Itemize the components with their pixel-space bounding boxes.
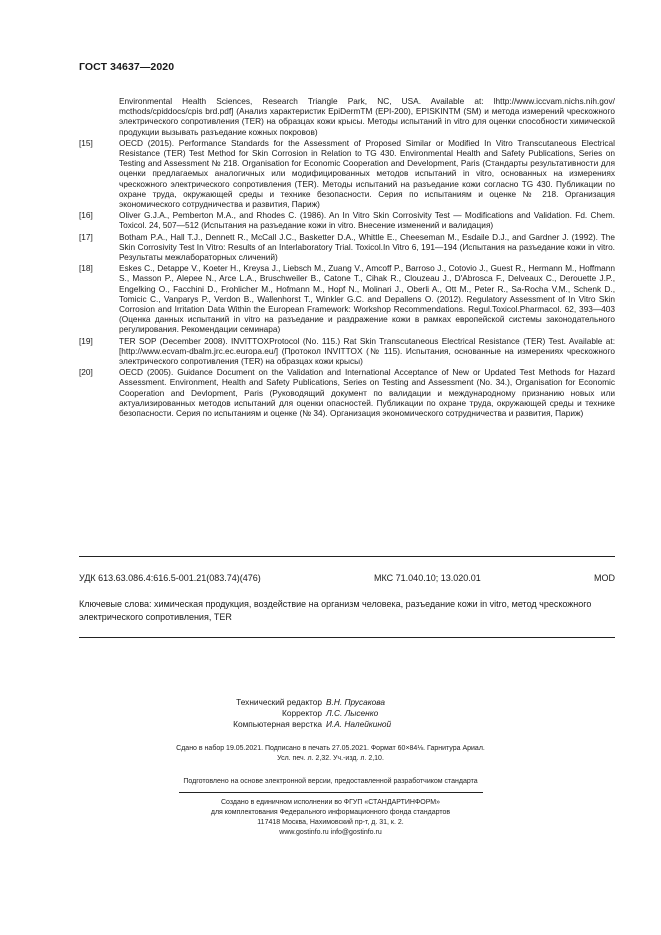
editor-name: И.А. Налейкиной — [326, 719, 392, 729]
reference-text: OECD (2015). Performance Standards for the Assessment of Proposed Similar or Modified In Vitro Transcutaneous Electrical Resistance (TER) Test Method for Skin Corrosion in Relation to TG 430. Environmental Health and Safety Publications, Series on Testing and Assessment № 218. Organisation for Economic Cooperation and Development, Paris (Стандарты результативности для оценки предлагаемых аналогичных или модифицированных методов испытаний in vitro, основанных на измерениях чрескожного электрического сопротивления (TER). Методы испытаний на разъедание кожи согласно TG 430. Публикации по охране труда, окружающей среды и технике безопасности. Серия по испытаниям и оценке № 218. Организация экономического сотрудничества и развития, Париж) — [119, 137, 615, 210]
publisher-line: 117418 Москва, Нахимовский пр-т, д. 31, к. 2. — [257, 819, 404, 826]
editors-block — [0, 697, 661, 730]
reference-text: Botham P.A., Hall T.J., Dennett R., McCall J.C., Basketter D.A., Whittle E., Cheeseman M., Esdaile D.J., and Gardner J. (1992). The Skin Corrosivity Test In Vitro: Results of an Interlaboratory Trial. Toxicol.In Vitro 6, 191—194 (Испытания на разъедание кожи in vitro. Результаты межлабораторных сличений) — [119, 231, 615, 263]
keywords: Ключевые слова: химическая продукция, воздействие на организм человека, разъедание кожи in vitro, метод чрескожного электрического сопротивления, TER — [79, 599, 592, 622]
publisher-line: Создано в единичном исполнении во ФГУП «СТАНДАРТИНФОРМ» — [220, 799, 441, 806]
editor-line — [0, 708, 661, 719]
reference-continuation: Environmental Health Sciences, Research Triangle Park, NC, USA. Available at: lhttp://www.iccvam.nichs.nih.gov/ mcthods/cpiddocs/cpis brd.pdf] (Анализ характеристик EpiDermTM (EPI-200), EPISKINTM (SM) и метода измерений чрескожного электрического сопротивления (TER) на образцах кожи крысы. Методы испытаний in vitro для оценки способности химической продукции вызывать разъедание кожных покровов) — [119, 96, 615, 137]
reference-item — [79, 210, 615, 230]
reference-text: Eskes C., Detappe V., Koeter H., Kreysa J., Liebsch M., Zuang V., Amcoff P., Barroso J., Cotovio J., Guest R., Hermann M., Hoffmann S., Masson P., Alepee N., Arce L.A., Bruschweiler B., Catone T., Cihak R., Clouzeau J., D'Abrosca F., Delveaux C., Derouette J.P., Engelking O., Facchini D., Frohlicher M., Hofmann M., Hopf N., Molinari J., Oberli A., Ott M., Peter R., Sa-Rocha V.M., Schenk D., Tomicic C., Vanparys P., Verdon B., Wallenhorst T., Winkler G.C. and Depallens O. (2012). Regulatory Assessment of In Vitro Skin Corrosion and Irritation Data Within the European Framework: Workshop Recommendations. Regul.Toxicol.Pharmacol. 62, 393—403 (Оценка данных испытаний in vitro на разъедание и раздражение кожи в рамках европейской системы законодательного регулирования. Рекомендации семинара) — [119, 263, 615, 335]
reference-number: [17] — [79, 231, 93, 242]
udk-code: УДК 613.63.086.4:616.5-001.21(083.74)(476) — [79, 573, 261, 583]
imprint-block — [0, 744, 661, 764]
editor-role: Корректор — [282, 708, 322, 718]
divider-bottom — [79, 637, 615, 638]
editor-line — [0, 719, 661, 730]
document-header: ГОСТ 34637—2020 — [79, 61, 175, 73]
reference-number: [18] — [79, 263, 93, 274]
publisher-line: для комплектования Федерального информационного фонда стандартов — [210, 809, 451, 816]
divider-top — [79, 556, 615, 557]
bibliography — [79, 96, 615, 418]
reference-number: [20] — [79, 367, 93, 378]
reference-number: [16] — [79, 210, 93, 221]
reference-item — [79, 336, 615, 367]
reference-text: TER SOP (December 2008). INVITTOXProtocol (No. 115.) Rat Skin Transcutaneous Electrical Resistance (TER) Test. Available at: [http://www.ecvam-dbalm.jrc.ec.europa.eu/] (Протокол INVITTOX (№ 115). Испытания, основанные на измерениях чрескожного электрического сопротивления (TER) на образцах кожи крысы) — [119, 335, 615, 367]
editor-name: В.Н. Прусакова — [326, 697, 385, 707]
divider-publisher — [179, 792, 483, 793]
prepared-note: Подготовлено на основе электронной версии, предоставленной разработчиком стандарта — [183, 778, 478, 785]
reference-item — [79, 263, 615, 334]
reference-number: [19] — [79, 335, 93, 346]
reference-text: Oliver G.J.A., Pemberton M.A., and Rhodes C. (1986). An In Vitro Skin Corrosivity Test — Modifications and Validation. Fd. Chem. Toxicol. 24, 507—512 (Испытания на разъедание кожи in vitro. Внесение изменений и валидация) — [119, 210, 615, 231]
publisher-line: www.gostinfo.ru info@gostinfo.ru — [279, 829, 382, 836]
imprint-line: Сдано в набор 19.05.2021. Подписано в печать 27.05.2021. Формат 60×84⅛. Гарнитура Ариал. — [176, 745, 485, 752]
editor-name: Л.С. Лысенко — [326, 708, 379, 718]
imprint-line: Усл. печ. л. 2,32. Уч.-изд. л. 2,10. — [277, 755, 384, 762]
classification-row — [79, 573, 615, 583]
reference-item — [79, 367, 615, 418]
mks-code: МКС 71.040.10; 13.020.01 — [374, 573, 481, 583]
publisher-block — [0, 798, 661, 838]
reference-number: [15] — [79, 137, 93, 148]
editor-role: Технический редактор — [236, 697, 322, 707]
reference-text: OECD (2005). Guidance Document on the Validation and International Acceptance of New or Updated Test Methods for Hazard Assessment. Environment, Health and Safety Publications, Series on Testing and Assessment (No. 34.), Organisation for Economic Cooperation and Devlopment, Paris (Руководящий документ по валидации и международному признанию новых или актуализированных методов испытаний для оценки опасностей. Публикации по охране труда, окружающей среды и технике безопасности. Серия по испытаниям и оценке (№ 34). Организация экономического сотрудничества и развития, Париж) — [119, 367, 615, 419]
editor-line — [0, 697, 661, 708]
reference-item — [79, 232, 615, 263]
editor-role: Компьютерная верстка — [233, 719, 322, 729]
reference-item — [79, 138, 615, 209]
mod-label: MOD — [594, 573, 615, 583]
